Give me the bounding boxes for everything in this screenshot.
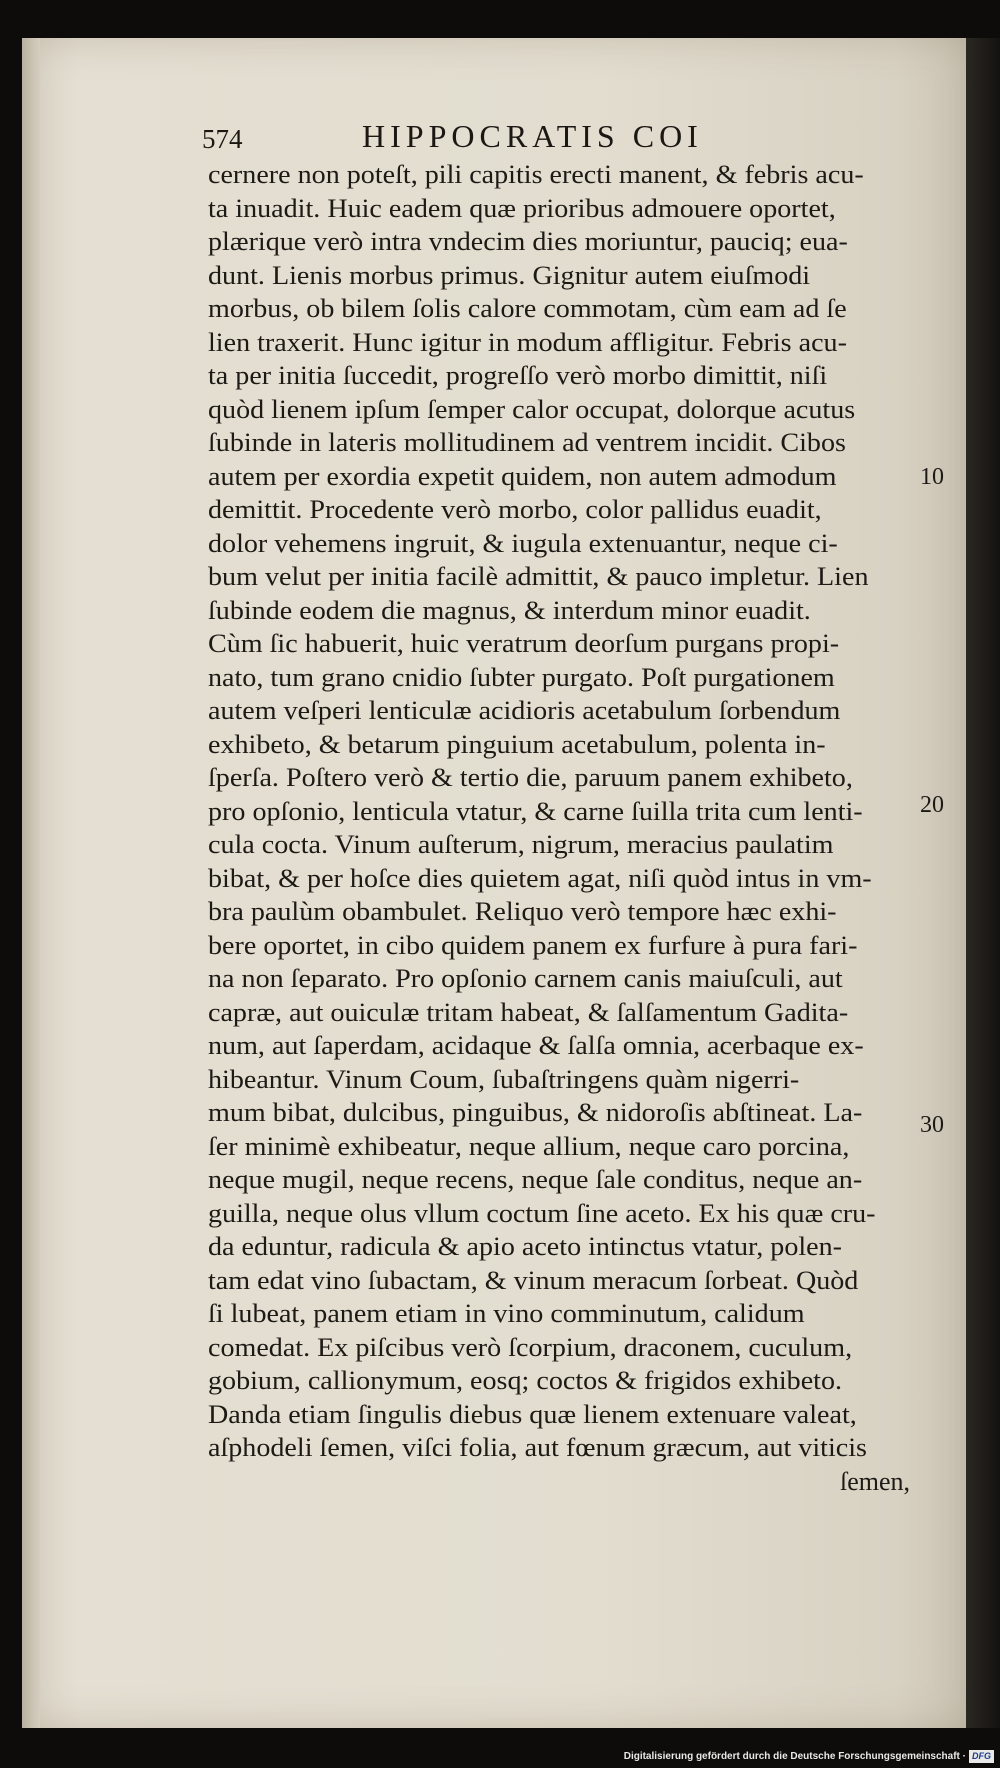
text-line: neque mugil, neque recens, neque ſale conditus, neque an- bbox=[208, 1165, 863, 1194]
text-line: gobium, callionymum, eosq; coctos & frigidos exhibeto. bbox=[208, 1366, 843, 1395]
text-line: dunt. Lienis morbus primus. Gignitur autem eiuſmodi bbox=[208, 260, 811, 290]
text-line: aſphodeli ſemen, viſci folia, aut fœnum græcum, aut viticis bbox=[208, 1433, 867, 1462]
page-binding-edge bbox=[22, 38, 40, 1728]
text-line: tam edat vino ſubactam, & vinum meracum ſorbeat. Quòd bbox=[208, 1265, 859, 1295]
text-line: ſubinde in lateris mollitudinem ad ventrem incidit. Cibos bbox=[208, 428, 846, 457]
text-line: pro opſonio, lenticula vtatur, & carne ſuilla trita cum lenti- bbox=[208, 796, 863, 826]
dfg-logo: DFG bbox=[969, 1750, 994, 1763]
text-line: ſi lubeat, panem etiam in vino comminutum, calidum bbox=[208, 1299, 805, 1328]
text-line: bra paulùm obambulet. Reliquo verò tempore hæc exhi- bbox=[208, 897, 837, 926]
margin-line-number-20: 20 bbox=[920, 792, 944, 818]
text-line: mum bibat, dulcibus, pinguibus, & nidoroſis abſtineat. La- bbox=[208, 1098, 863, 1127]
text-line: hibeantur. Vinum Coum, ſubaſtringens quàm nigerri- bbox=[208, 1064, 800, 1094]
text-line: ta per initia ſuccedit, progreſſo verò morbo dimittit, niſi bbox=[208, 361, 828, 390]
text-line: ta inuadit. Huic eadem quæ prioribus admouere oportet, bbox=[208, 193, 836, 223]
text-line: dolor vehemens ingruit, & iugula extenuantur, neque ci- bbox=[208, 528, 838, 558]
body-text bbox=[208, 158, 918, 1498]
text-line: plærique verò intra vndecim dies moriuntur, pauciq; eua- bbox=[208, 227, 848, 256]
footer-credit: Digitalisierung gefördert durch die Deutsche Forschungsgemeinschaft · bbox=[623, 1750, 966, 1762]
catchword: ſemen, bbox=[839, 1466, 910, 1496]
text-line: capræ, aut ouiculæ tritam habeat, & ſalſamentum Gadita- bbox=[208, 997, 849, 1027]
text-line: bere oportet, in cibo quidem panem ex furfure à pura fari- bbox=[208, 930, 858, 960]
text-line: da eduntur, radicula & apio aceto intinctus vtatur, polen- bbox=[208, 1232, 843, 1261]
text-line: cernere non poteſt, pili capitis erecti manent, & febris acu- bbox=[208, 160, 864, 189]
digitization-footer bbox=[600, 1747, 994, 1765]
running-head: HIPPOCRATIS COI bbox=[362, 118, 703, 154]
margin-line-numbers bbox=[920, 0, 960, 1768]
margin-line-number-10: 10 bbox=[920, 464, 944, 490]
text-line: bum velut per initia facilè admittit, & pauco impletur. Lien bbox=[208, 562, 869, 591]
text-line: ſubinde eodem die magnus, & interdum minor euadit. bbox=[208, 595, 811, 625]
text-line: Danda etiam ſingulis diebus quæ lienem extenuare valeat, bbox=[208, 1399, 857, 1429]
text-line: bibat, & per hoſce dies quietem agat, niſi quòd intus in vm- bbox=[208, 863, 872, 893]
text-line: nato, tum grano cnidio ſubter purgato. Poſt purgationem bbox=[208, 662, 835, 692]
text-line: morbus, ob bilem ſolis calore commotam, cùm eam ad ſe bbox=[208, 294, 847, 323]
page-number: 574 bbox=[202, 124, 243, 154]
text-line: exhibeto, & betarum pinguium acetabulum, polenta in- bbox=[208, 729, 826, 759]
text-line: ſperſa. Poſtero verò & tertio die, paruum panem exhibeto, bbox=[208, 763, 853, 792]
text-line: autem per exordia expetit quidem, non autem admodum bbox=[208, 461, 837, 491]
text-line: cula cocta. Vinum auſterum, nigrum, meracius paulatim bbox=[208, 830, 834, 859]
text-line: Cùm ſic habuerit, huic veratrum deorſum purgans propi- bbox=[208, 629, 840, 658]
margin-line-number-30: 30 bbox=[920, 1112, 944, 1138]
text-line: quòd lienem ipſum ſemper calor occupat, dolorque acutus bbox=[208, 394, 856, 424]
text-line: comedat. Ex piſcibus verò ſcorpium, draconem, cuculum, bbox=[208, 1332, 853, 1362]
text-line: na non ſeparato. Pro opſonio carnem canis maiuſculi, aut bbox=[208, 964, 843, 993]
page-header bbox=[202, 118, 762, 158]
text-line: autem veſperi lenticulæ acidioris acetabulum ſorbendum bbox=[208, 696, 841, 725]
text-line: demittit. Procedente verò morbo, color pallidus euadit, bbox=[208, 495, 822, 524]
next-page-edge bbox=[966, 38, 1000, 1728]
text-line: guilla, neque olus vllum coctum ſine aceto. Ex his quæ cru- bbox=[208, 1198, 876, 1228]
text-line: lien traxerit. Hunc igitur in modum affligitur. Febris acu- bbox=[208, 327, 847, 357]
text-line: num, aut ſaperdam, acidaque & ſalſa omnia, acerbaque ex- bbox=[208, 1031, 864, 1060]
text-line: ſer minimè exhibeatur, neque allium, neque caro porcina, bbox=[208, 1131, 850, 1161]
